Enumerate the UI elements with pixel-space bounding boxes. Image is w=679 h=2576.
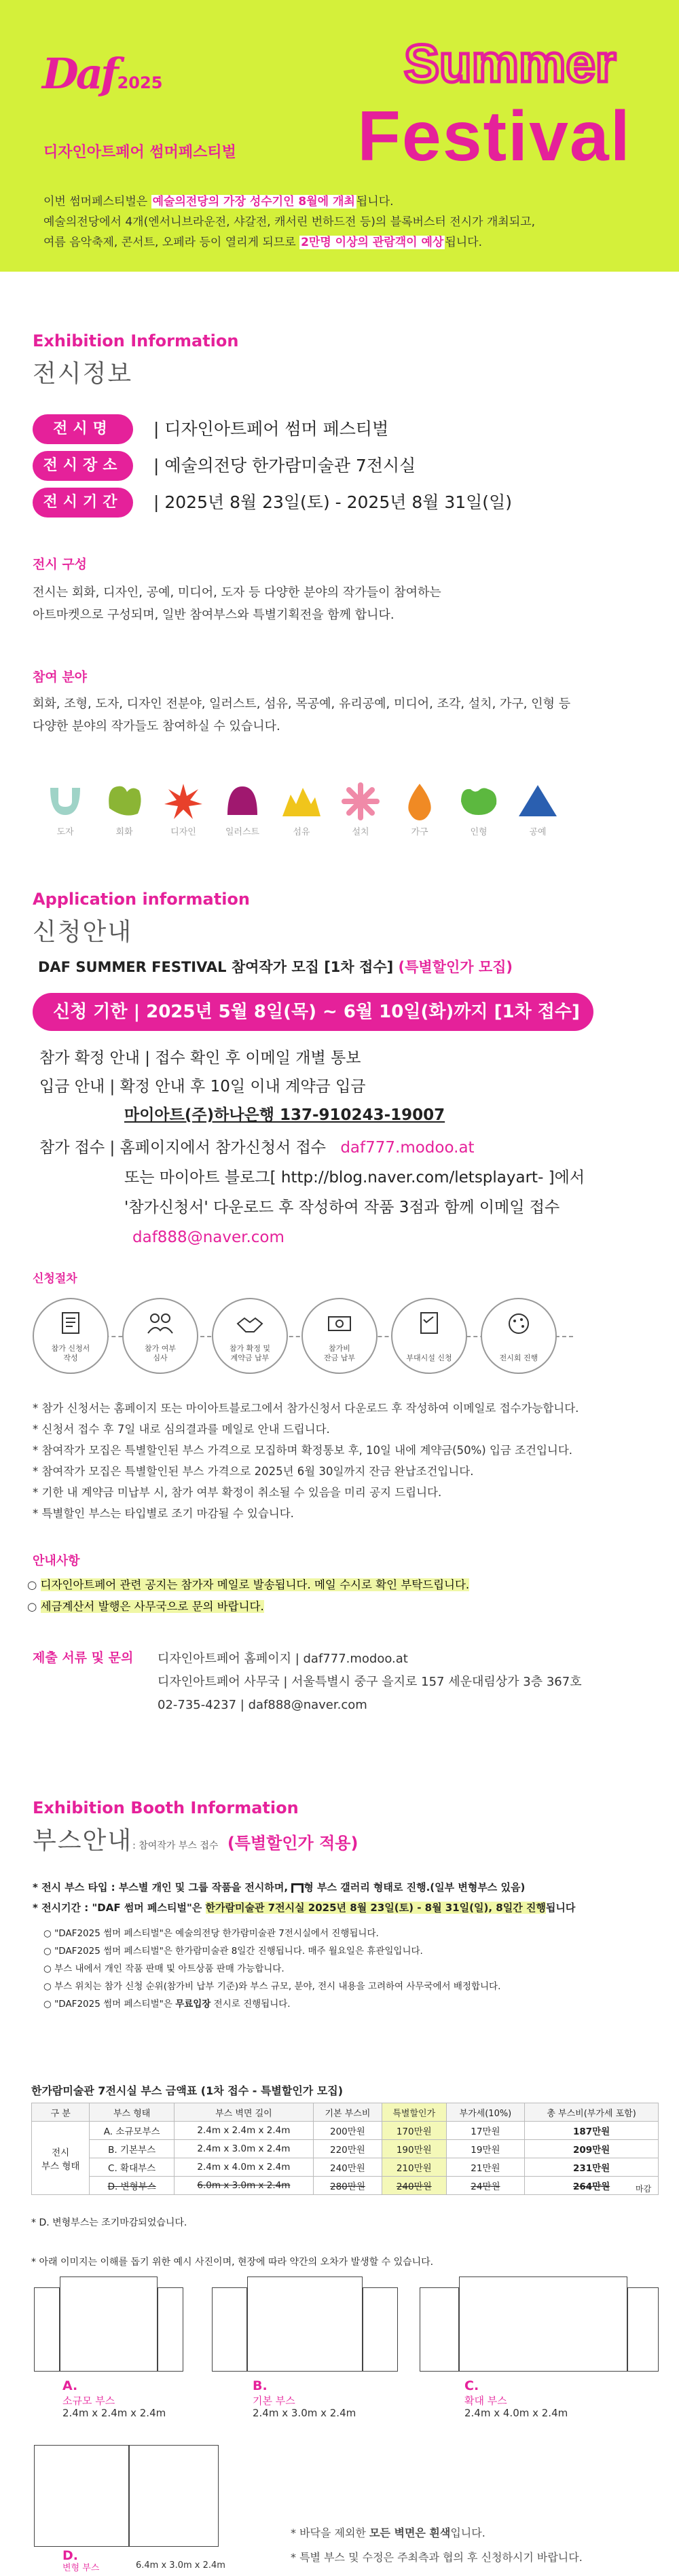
booth-d-right	[129, 2445, 219, 2547]
booth-type: * 전시 부스 타입 : 부스별 개인 및 그룹 작품을 전시하며, 형 부스 갤러리 형태로 진행.(일부 변형부스 있음)	[33, 1881, 526, 1893]
form-icon	[56, 1309, 86, 1339]
deadline-banner: 신청 기한 | 2025년 5월 8일(목) ~ 6월 10일(화)까지 [1차 접수]	[33, 993, 593, 1031]
payment-icon	[325, 1309, 354, 1339]
process-notes: * 참가 신청서는 홈페이지 또는 마이아트블로그에서 참가신청서 다운로드 후 작성하여 이메일로 접수가능합니다. * 신청서 접수 후 7일 내로 심의결과를 메일로 안내 드립니다. * 참여작가 모집은 특별할인된 부스 가격으로 모집하며 확정통보 후, 10일 내에 계약금(50%) 입금 조건입니다. * 참여작가 모집은 특별할인된 부스 가격으로 2025년 6월 30일까지 잔금 완납조건입니다. * 기한 내 계약금 미납부 시, 참가 여부 확정이 취소될 수 있음을 미리 공지 드립니다. * 특별할인 부스는 타입별로 조기 마감될 수 있습니다.	[33, 1402, 579, 1520]
composition-text: 전시는 회화, 디자인, 공예, 미디어, 도자 등 다양한 분야의 작가들이 참여하는 아트마켓으로 구성되며, 일반 참여부스와 특별기획전을 함께 합니다.	[33, 585, 441, 622]
festival-title	[318, 102, 671, 170]
notice-title: 안내사항	[33, 1554, 80, 1568]
ceramic-icon: 도자	[38, 781, 92, 837]
summer-title	[350, 41, 669, 88]
docs-title: 제출 서류 및 문의	[33, 1650, 134, 1665]
booth-heading: Exhibition Booth Information 부스안내: 참여작가 부스 접수 (특별할인가 적용)	[33, 1798, 359, 1855]
daf-logo[interactable]: Daf2025	[42, 49, 163, 98]
homepage-link[interactable]: daf777.modoo.at	[340, 1139, 475, 1157]
booth-d-name: 변형 부스	[62, 2563, 100, 2573]
booth-b-size: 2.4m x 3.0m x 2.4m	[253, 2407, 356, 2419]
intro-text: 이번 썸머페스티벌은 예술의전당의 가장 성수기인 8월에 개최 됩니다. 예술의전당에서 4개(엔서니브라운전, 샤갈전, 캐서린 번하드전 등)의 블록버스터 전시가 개최되고, 여름 음악축제, 콘서트, 오페라 등이 열리게 되므로 2만명 이상의 관람객이 예상 됩니다.	[43, 195, 535, 249]
price-table: 구 분 부스 형태 부스 벽면 길이 기본 부스비 특별할인가 부가세(10%) 총 부스비(부가세 포함) 전시 부스 형태 A. 소규모부스 2.4m x 2.4m x 2.4m 200만원 170만원 17만원 187만원 B. 기본부스 2.4m x 3.0m x 2.4m 220만원 190만원 19만원 209만원 C. 확대부스 2.4m x 4.0m x 2.4m 240만원 210만원 21만원 231만원 D. 변형부스 6.0m x 3.0m x 2.4m 280만원 240만원 24만원 264만원	[31, 2103, 659, 2195]
value-name: | 디자인아트페어 썸머 페스티벌	[153, 419, 389, 439]
step-facilities: 부대시설 신청	[391, 1298, 467, 1374]
booth-b-back	[247, 2276, 363, 2372]
booth-shape-icon	[291, 1883, 304, 1893]
svg-text:Summer: Summer	[403, 41, 617, 88]
step-contract: 참가 확정 및 계약금 납부	[212, 1298, 288, 1374]
craft-icon: 공예	[511, 781, 565, 837]
booth-d-letter: D.	[62, 2548, 78, 2563]
composition-title: 전시 구성	[33, 557, 88, 572]
confirm-info: 참가 확정 안내 | 접수 확인 후 이메일 개별 통보	[39, 1049, 361, 1067]
booth-a-name: 소규모 부스	[62, 2395, 115, 2407]
booth-c-right	[627, 2287, 659, 2372]
application-heading: Application information 신청안내	[33, 890, 250, 946]
value-venue: | 예술의전당 한가람미술관 7전시실	[153, 456, 416, 475]
booth-a-back	[60, 2276, 158, 2372]
sold-out-label: 마감	[636, 2184, 652, 2194]
label-period: 전시기간	[33, 488, 133, 518]
booth-d-size: 6.4m x 3.0m x 2.4m	[136, 2560, 225, 2571]
booth-c-back	[459, 2276, 627, 2372]
booth-b-name: 기본 부스	[253, 2395, 295, 2407]
step-exhibition: 전시회 진행	[481, 1298, 557, 1374]
doll-icon: 인형	[452, 781, 506, 837]
furniture-icon: 가구	[392, 781, 447, 837]
step-review: 참가 여부 심사	[122, 1298, 198, 1374]
booth-a-letter: A.	[62, 2378, 78, 2393]
hero-banner	[0, 0, 679, 272]
checklist-icon	[414, 1309, 444, 1339]
bank-account: 마이아트(주)하나은행 137-910243-19007	[124, 1106, 445, 1124]
design-icon: 디자인	[156, 781, 210, 837]
notice-2: ○ 세금계산서 발행은 사무국으로 문의 바랍니다.	[27, 1600, 264, 1613]
table-row: 전시 부스 형태 A. 소규모부스 2.4m x 2.4m x 2.4m 200만원 170만원 17만원 187만원	[32, 2122, 659, 2140]
table-row: C. 확대부스 2.4m x 4.0m x 2.4m 240만원 210만원 21만원 231만원	[32, 2158, 659, 2177]
festival-subtitle: 디자인아트페어 썸머페스티벌	[43, 144, 236, 161]
footnote-special: * 특별 부스 및 수정은 주최측과 협의 후 신청하시기 바랍니다.	[291, 2551, 583, 2564]
booth-c-letter: C.	[464, 2378, 479, 2393]
installation-icon: 설치	[333, 781, 388, 837]
svg-text:Festival: Festival	[357, 102, 631, 170]
apply-info: 참가 접수 | 홈페이지에서 참가신청서 접수 daf777.modoo.at	[39, 1139, 475, 1157]
booth-d-left	[34, 2445, 129, 2547]
notice-1: ○ 디자인아트페어 관련 공지는 참가자 메일로 발송됩니다. 메일 수시로 확인 부탁드립니다.	[27, 1578, 470, 1591]
booth-b-right	[363, 2287, 398, 2372]
table-row: D. 변형부스 6.0m x 3.0m x 2.4m 280만원 240만원 24만원 264만원	[32, 2177, 659, 2195]
booth-c-size: 2.4m x 4.0m x 2.4m	[464, 2407, 568, 2419]
field-title: 참여 분야	[33, 670, 88, 685]
booth-b-letter: B.	[253, 2378, 268, 2393]
value-period: | 2025년 8월 23일(토) - 2025년 8월 31일(일)	[153, 492, 512, 512]
step-application-form: 참가 신청서 작성	[33, 1298, 109, 1374]
image-note: * 아래 이미지는 이해를 돕기 위한 예시 사진이며, 현장에 따라 약간의 오차가 발생할 수 있습니다.	[31, 2257, 434, 2268]
field-text: 회화, 조형, 도자, 디자인 전분야, 일러스트, 섬유, 목공예, 유리공예, 미디어, 조각, 설치, 가구, 인형 등 다양한 분야의 작가들도 참여하실 수 있습니다.	[33, 697, 571, 733]
textile-icon: 섬유	[274, 781, 329, 837]
docs-info: 디자인아트페어 홈페이지 | daf777.modoo.at 디자인아트페어 사무국 | 서울특별시 중구 을지로 157 세운대림상가 3층 367호 02-735-4237 | daf888@naver.com	[158, 1652, 582, 1712]
step-balance: 참가비 잔금 납부	[301, 1298, 378, 1374]
booth-b-left	[212, 2287, 247, 2372]
handshake-icon	[235, 1309, 265, 1339]
label-name: 전시명	[33, 414, 133, 444]
booth-period: * 전시기간 : "DAF 썸머 페스티벌"은 한가람미술관 7전시실 2025년 8월 23일(토) - 8월 31일(일), 8일간 진행됩니다	[33, 1902, 576, 1914]
deposit-info: 입금 안내 | 확정 안내 후 10일 이내 계약금 입금	[39, 1078, 366, 1095]
exhibition-heading: Exhibition Information 전시정보	[33, 331, 239, 388]
palette-icon	[504, 1309, 534, 1339]
label-venue: 전시장소	[33, 451, 133, 481]
email-link[interactable]: daf888@naver.com	[132, 1229, 285, 1246]
table-row: B. 기본부스 2.4m x 3.0m x 2.4m 220만원 190만원 19만원 209만원	[32, 2140, 659, 2158]
painting-icon: 회화	[97, 781, 151, 837]
recruit-title: DAF SUMMER FESTIVAL 참여작가 모집 [1차 접수] (특별할인가 모집)	[38, 959, 513, 975]
illustration-icon: 일러스트	[215, 781, 270, 837]
process-title: 신청절차	[33, 1272, 77, 1286]
booth-a-right	[158, 2287, 183, 2372]
d-booth-note: * D. 변형부스는 조기마감되었습니다.	[31, 2217, 187, 2228]
booth-a-size: 2.4m x 2.4m x 2.4m	[62, 2407, 166, 2419]
email-info: '참가신청서' 다운로드 후 작성하여 작품 3점과 함께 이메일 접수	[124, 1199, 560, 1216]
booth-a-left	[34, 2287, 60, 2372]
blog-info: 또는 마이아트 블로그[ http://blog.naver.com/letsplayart- ]에서	[124, 1169, 585, 1186]
booth-c-name: 확대 부스	[464, 2395, 507, 2407]
price-table-title: 한가람미술관 7전시실 부스 금액표 (1차 접수 - 특별할인가 모집)	[31, 2084, 344, 2097]
process-steps	[33, 1298, 657, 1379]
booth-c-left	[420, 2287, 459, 2372]
people-icon	[145, 1309, 175, 1339]
booth-list: ○ "DAF2025 썸머 페스티벌"은 예술의전당 한가람미술관 7전시실에서 진행됩니다. ○ "DAF2025 썸머 페스티벌"은 한가람미술관 8일간 진행됩니다. 매주 월요일은 휴관일입니다. ○ 부스 내에서 개인 작품 판매 및 아트상품 판매 가능합니다. ○ 부스 위치는 참가 신청 순위(참가비 납부 기준)와 부스 규모, 분야, 전시 내용을 고려하여 사무국에서 배정합니다. ○ "DAF2025 썸머 페스티벌"은 무료입장 전시로 진행됩니다.	[43, 1928, 501, 2010]
footnote-white-walls: * 바닥을 제외한 모든 벽면은 흰색입니다.	[291, 2526, 485, 2539]
